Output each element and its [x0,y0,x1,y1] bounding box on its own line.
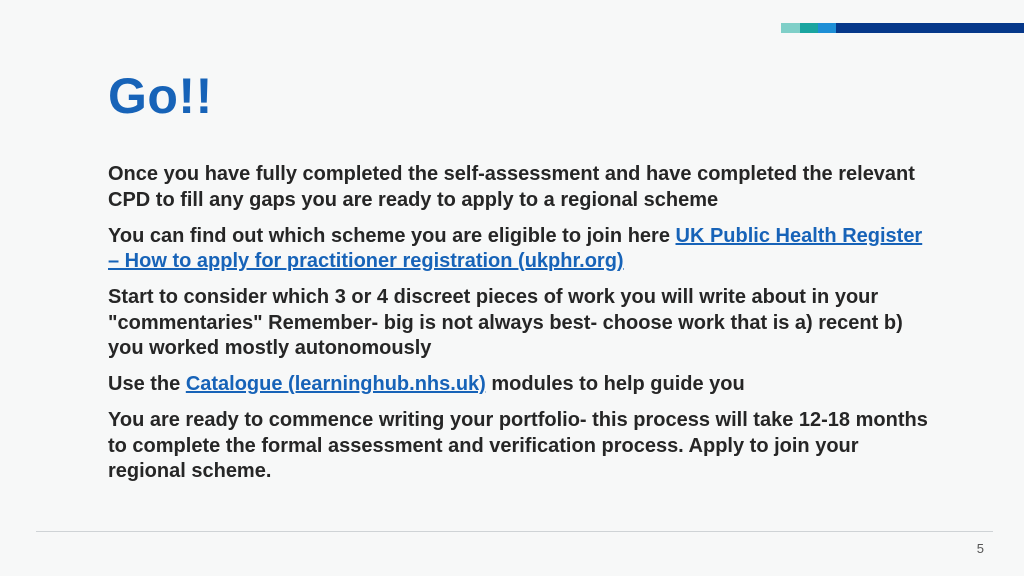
accent-segment-4 [836,23,1024,33]
paragraph-portfolio [108,408,928,485]
paragraph-text: You can find out which scheme you are eligible to join here [108,224,676,247]
paragraph-self-assessment [108,162,928,213]
paragraph-text: Use the [108,373,186,395]
accent-segment-3 [818,23,836,33]
paragraph-scheme-eligibility [108,224,928,275]
paragraph-catalogue [108,372,928,398]
accent-segment-2 [800,23,818,33]
slide-title: Go!! [108,68,213,124]
slide-body [108,162,928,495]
paragraph-text-after: modules to help guide you [485,373,745,395]
paragraph-text: You are ready to commence writing your portfolio- this process will take 12-18 months to complete the formal assessment and verification process. Apply to join your regional scheme. [108,409,928,482]
page-number: 5 [976,541,984,556]
paragraph-text: Start to consider which 3 or 4 discreet pieces of work you will write about in your "commentaries" Remember- big is not always best- choose work that is a) recent b) you worked mostly autonomously [108,286,903,359]
paragraph-text: Once you have fully completed the self-assessment and have completed the relevant CPD to fill any gaps you are ready to apply to a regional scheme [108,163,915,211]
accent-bar [781,23,1024,33]
learninghub-catalogue-link[interactable]: Catalogue (learninghub.nhs.uk) [185,373,486,395]
paragraph-commentaries [108,285,928,362]
ukphr-link[interactable]: UK Public Health Register – How to apply for practitioner registration (ukphr.org) [108,224,923,272]
footer-divider [36,531,993,532]
accent-segment-1 [781,23,800,33]
